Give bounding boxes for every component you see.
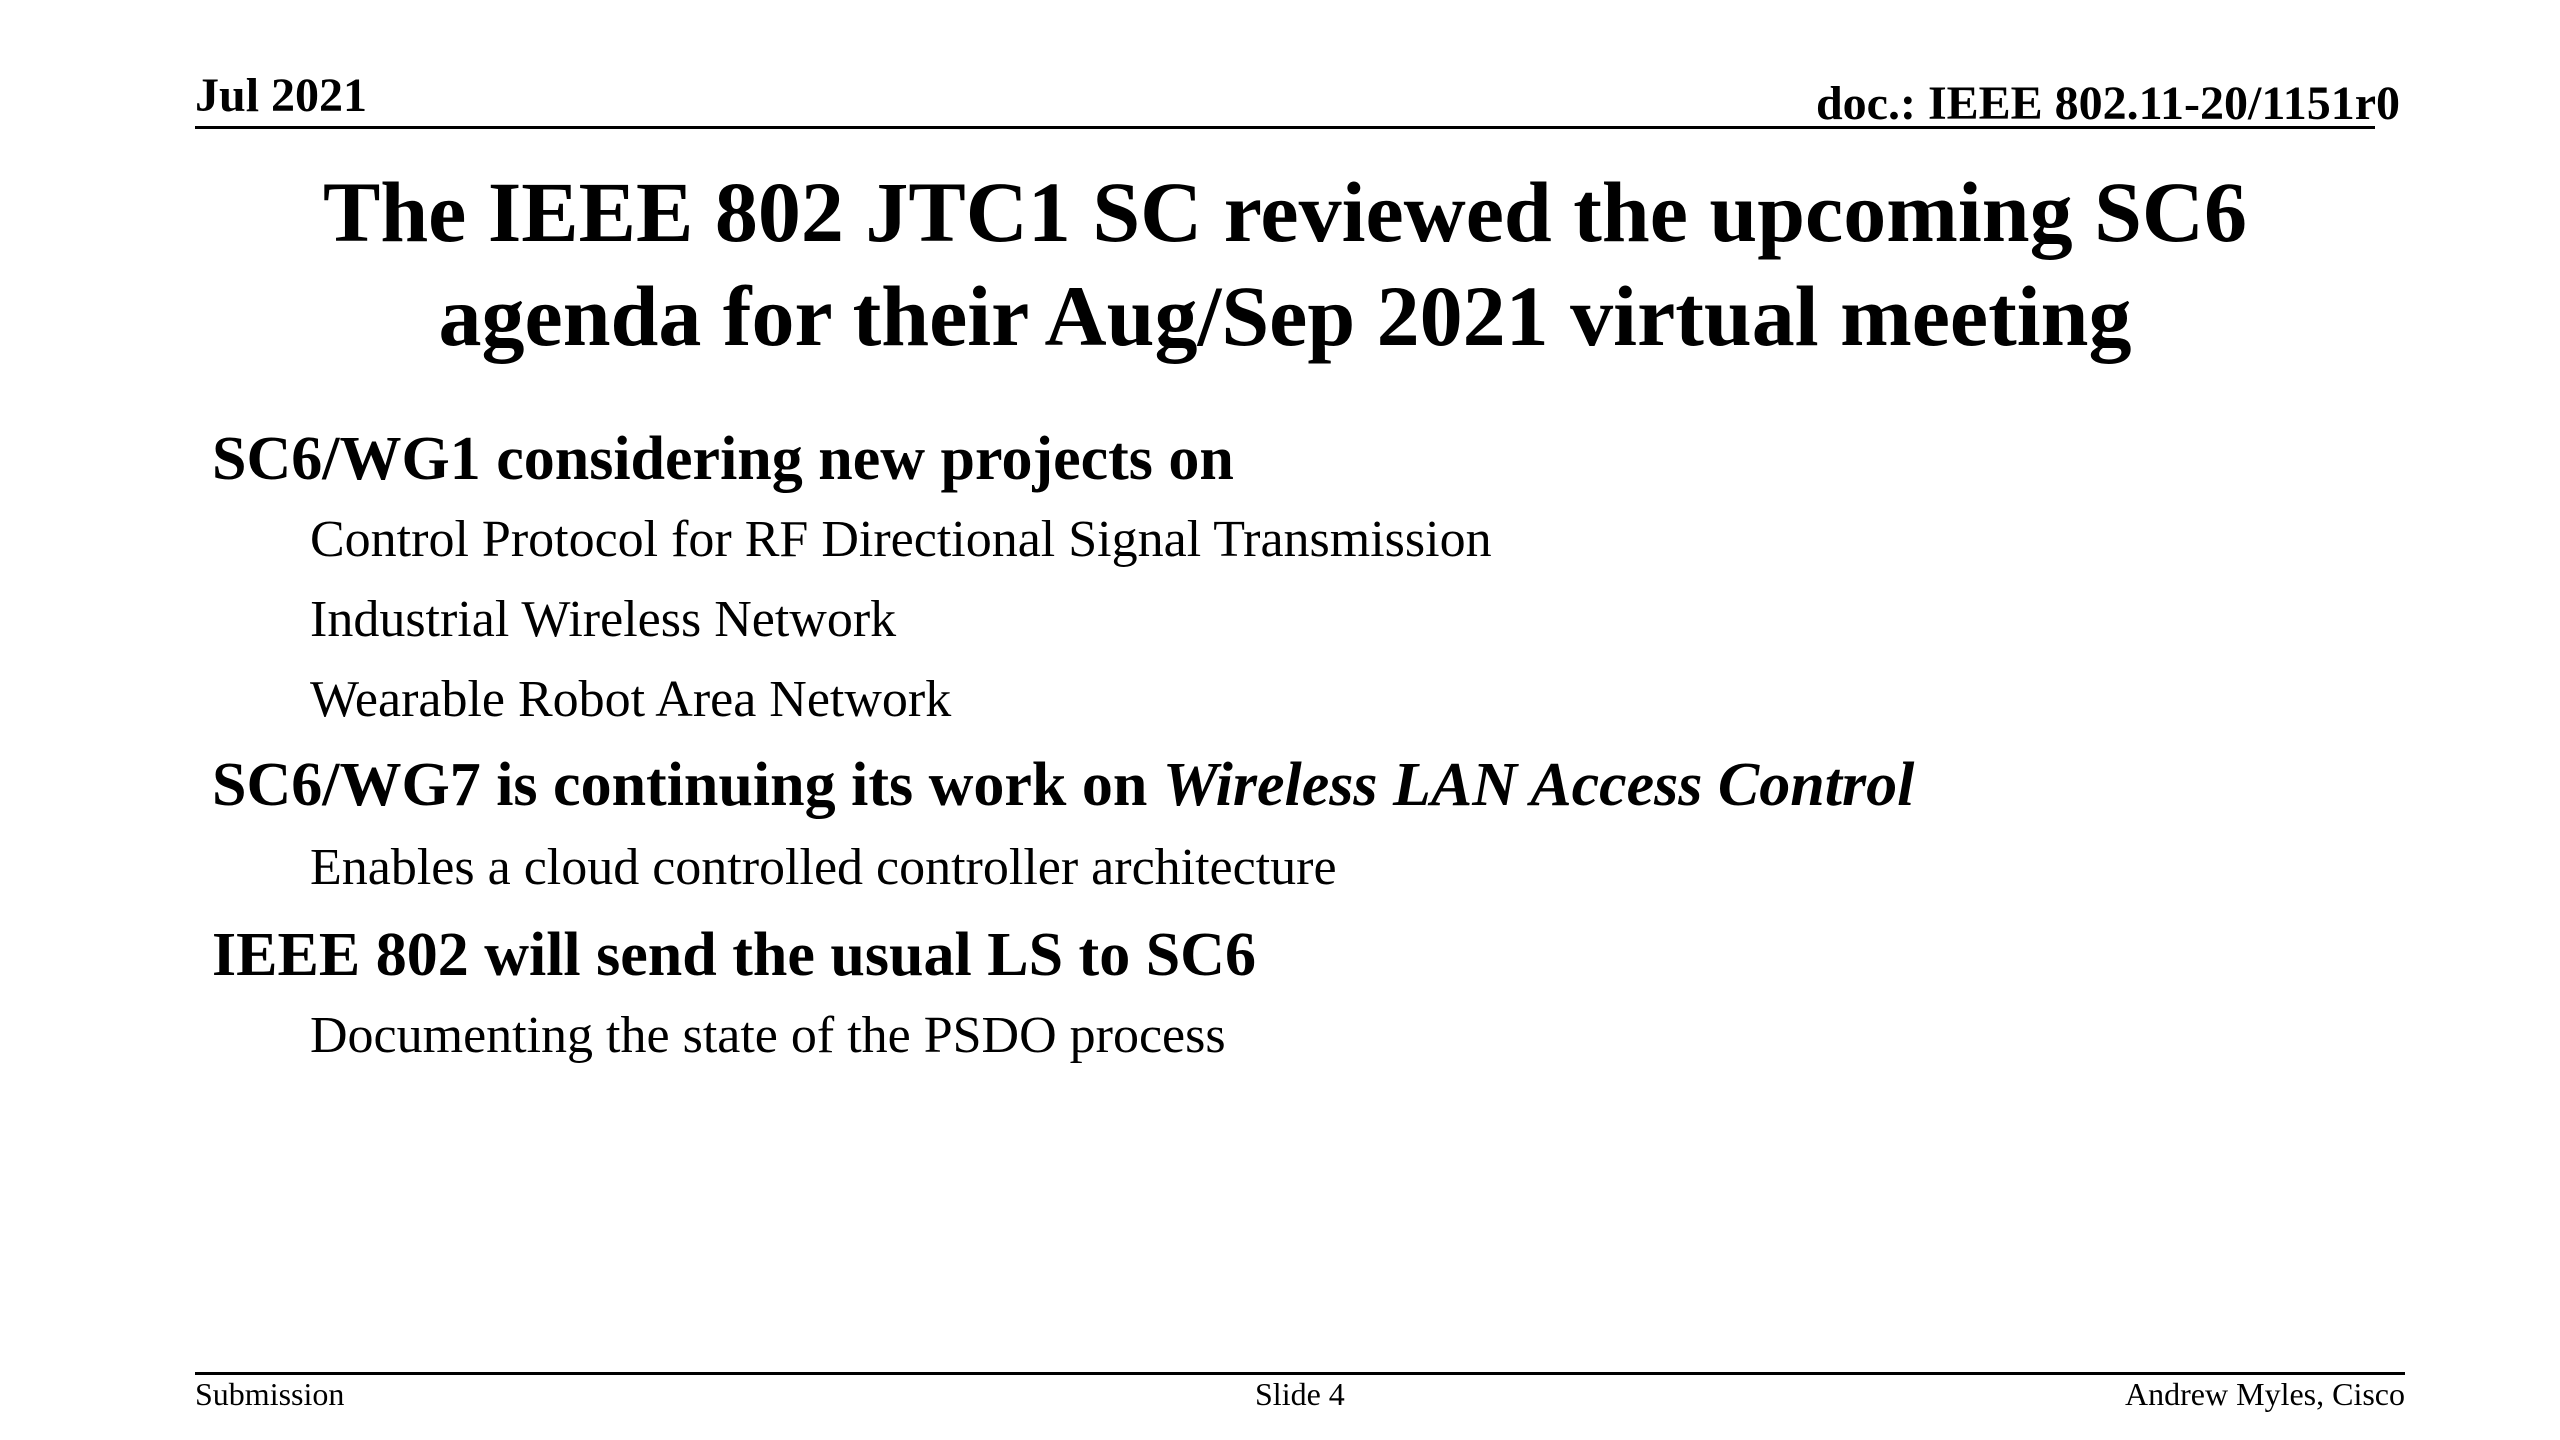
bullet-sc6-wg1: SC6/WG1 considering new projects on [212, 425, 1234, 493]
header-doc-id: doc.: IEEE 802.11-20/1151r0 [1815, 77, 2400, 130]
bullet-ieee-802-ls: IEEE 802 will send the usual LS to SC6 [212, 921, 1256, 989]
slide-title-line-1: The IEEE 802 JTC1 SC reviewed the upcoming SC6 [322, 164, 2248, 260]
header-date: Jul 2021 [195, 69, 368, 122]
subbullet-industrial-wireless: Industrial Wireless Network [310, 591, 897, 648]
slide-body [212, 425, 2412, 1064]
slide-title-line-2: agenda for their Aug/Sep 2021 virtual meeting [438, 268, 2132, 364]
subbullet-psdo-process: Documenting the state of the PSDO process [310, 1007, 1226, 1064]
footer-divider [195, 1372, 2405, 1375]
footer-submission: Submission [195, 1376, 345, 1412]
subbullet-wearable-robot: Wearable Robot Area Network [310, 671, 952, 728]
bullet-sc6-wg7-text: SC6/WG7 is continuing its work on [212, 751, 1163, 819]
footer-slide-number: Slide 4 [1255, 1376, 1345, 1412]
bullet-sc6-wg7 [212, 751, 2412, 819]
header-divider [195, 126, 2375, 129]
bullet-sc6-wg7-emphasis: Wireless LAN Access Control [1162, 751, 1915, 819]
subbullet-rf-directional: Control Protocol for RF Directional Signal Transmission [310, 511, 1492, 568]
slide-title [195, 160, 2375, 368]
subbullet-cloud-controller: Enables a cloud controlled controller architecture [310, 839, 1337, 896]
footer-author: Andrew Myles, Cisco [2125, 1376, 2405, 1412]
